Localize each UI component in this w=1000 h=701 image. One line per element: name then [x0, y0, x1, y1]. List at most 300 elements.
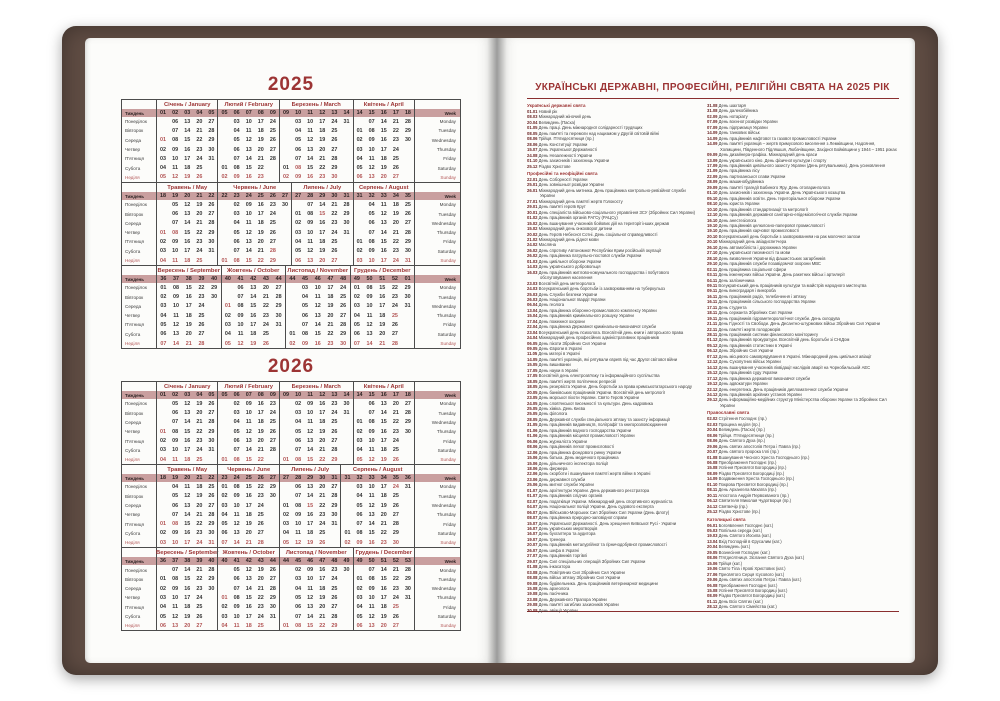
- holiday-date: 25.06: [527, 482, 538, 488]
- holiday-text: День податківця України. Міжнародний день спортивного журналіста: [537, 498, 673, 504]
- day-cell: 27: [196, 622, 203, 629]
- week-number: 13: [331, 110, 338, 116]
- holiday-text: День працівників нафтової та газової промисловості України: [717, 135, 837, 141]
- day-cell: 31: [208, 539, 215, 546]
- day-cell: [157, 399, 169, 408]
- day-row: [354, 455, 414, 464]
- week-label-en: Week: [415, 109, 460, 117]
- day-cell: 28: [269, 585, 276, 592]
- day-row: [157, 237, 217, 246]
- holiday-text: День вишиванки: [537, 362, 571, 368]
- day-cell: [340, 593, 352, 602]
- day-cell: 15: [245, 483, 252, 490]
- day-cell: 12: [368, 165, 375, 172]
- day-cell: 24: [196, 539, 203, 546]
- holiday-date: 03.08: [527, 569, 538, 575]
- day-row: [354, 219, 414, 228]
- day-label-uk: Середа: [125, 220, 142, 226]
- day-cell: 19: [196, 400, 203, 407]
- day-cell: 14: [307, 155, 314, 162]
- holiday-date: 09.09: [707, 152, 718, 158]
- day-row: [354, 612, 414, 621]
- holiday-date: 22.11: [707, 326, 718, 332]
- month-2026-12: [353, 548, 414, 630]
- day-cell: 05: [356, 613, 363, 620]
- day-row: [280, 584, 353, 593]
- holiday-text: День визволення України від фашистських загарбників: [717, 255, 826, 261]
- holiday-text: День пам'яті українців – жертв примусового виселення з Лемківщини, Надсяння, Холмщини, Південного Підляшшя, Любачівщини, Західної Бойківщини у 1944 – 1951 роках: [717, 141, 897, 152]
- week-numbers-row: [292, 192, 352, 200]
- holiday-text: День українського кіно. День фізичної культури і спорту: [717, 157, 827, 163]
- holiday-date: 20.05: [527, 389, 538, 395]
- day-label-uk: Понеділок: [125, 484, 147, 490]
- holiday-text: День працівників служби позавідомчої охорони МВС: [717, 261, 821, 267]
- day-cell: 12: [368, 613, 375, 620]
- day-cell: 05: [356, 165, 363, 172]
- day-label-uk: Четвер: [125, 313, 141, 319]
- holiday-text: День працівників легкої промисловості: [537, 444, 615, 450]
- day-cell: [280, 446, 292, 455]
- day-cell: [402, 163, 414, 172]
- day-cell: 09: [356, 539, 363, 546]
- day-cell: 15: [245, 257, 252, 264]
- month-2025-2: [217, 100, 278, 182]
- holiday-text: День працівників прокуратури. Всесвітній день боротьби зі СНІДом: [717, 337, 850, 343]
- day-cell: 13: [307, 146, 314, 153]
- holiday-date: 19.10: [707, 222, 718, 228]
- day-cell: 10: [368, 594, 375, 601]
- day-cell: 13: [173, 331, 180, 338]
- day-cell: 20: [319, 438, 326, 445]
- day-cell: [267, 621, 279, 630]
- day-row: [157, 584, 217, 593]
- day-cell: 13: [307, 604, 314, 611]
- day-cell: 05: [233, 567, 240, 574]
- day-cell: 10: [245, 410, 252, 417]
- holiday-date: 05.12: [707, 342, 718, 348]
- day-cell: 11: [307, 127, 314, 134]
- holiday-text: День Конституції України: [537, 141, 588, 147]
- holiday-date: 15.08: [707, 465, 718, 471]
- day-cell: 02: [160, 238, 167, 245]
- month-2026-3: [279, 382, 353, 464]
- holiday-text: День Державного Прапора України: [537, 596, 607, 602]
- month-name: Березень / March: [291, 101, 341, 108]
- holiday-text: Воздвиження Хреста Господнього (пр.): [717, 476, 795, 482]
- holiday-date: 29.08: [527, 602, 538, 608]
- day-cell: 25: [269, 419, 276, 426]
- holiday-text: День пасічника: [537, 591, 569, 597]
- holiday-date: 02.11: [707, 266, 718, 272]
- day-cell: [280, 612, 292, 621]
- holiday-text: День шахтаря: [717, 103, 746, 108]
- day-cell: 28: [208, 511, 215, 518]
- day-cell: 09: [368, 428, 375, 435]
- holiday-text: День працівників державної санітарно-епідеміологічної служби України: [717, 212, 858, 218]
- day-cell: 16: [257, 201, 264, 208]
- day-label-en: Sunday: [440, 540, 456, 546]
- day-row: [218, 247, 291, 256]
- day-cell: 15: [307, 622, 314, 629]
- day-cell: 13: [184, 118, 191, 125]
- day-label-en: Monday: [439, 202, 456, 208]
- day-row: [157, 593, 217, 602]
- day-cell: 18: [380, 155, 387, 162]
- holiday-text: День вшанування учасників бойових дій на території інших держав: [537, 220, 670, 226]
- holiday-text: День державної служби: [537, 476, 586, 482]
- day-cell: 05: [282, 539, 289, 546]
- day-cell: 09: [237, 312, 244, 319]
- holiday-text: День будівельника. День працівників ветеринарної медицини: [537, 580, 658, 586]
- day-row: [218, 612, 278, 621]
- day-row: [218, 584, 278, 593]
- holiday-date: 15.07: [527, 147, 538, 153]
- day-cell: 29: [343, 211, 350, 218]
- holiday-text: День митної служби України: [537, 482, 594, 488]
- day-cell: 27: [208, 502, 215, 509]
- holiday-text: День Архангела Михаїла (пр.): [717, 487, 777, 493]
- day-cell: 23: [391, 294, 398, 301]
- day-cell: 03: [353, 303, 360, 310]
- week-number: 48: [331, 558, 338, 565]
- day-row: [157, 330, 221, 339]
- holiday-text: День нотаріату: [717, 113, 748, 119]
- day-cell: [401, 330, 414, 339]
- day-label-en: Tuesday: [438, 211, 456, 217]
- day-cell: 17: [245, 502, 252, 509]
- day-row: [280, 455, 353, 464]
- day-cell: 23: [257, 493, 264, 500]
- holiday-date: 29.07: [527, 558, 538, 564]
- day-cell: 09: [368, 248, 375, 255]
- day-cell: 30: [208, 438, 215, 445]
- day-cell: [354, 565, 366, 574]
- day-cell: 23: [257, 174, 264, 181]
- day-cell: 28: [391, 340, 398, 347]
- holiday-text: День партизанської слави України: [717, 173, 786, 179]
- holiday-date: 20.04: [707, 544, 718, 550]
- holiday-date: 01.12: [707, 337, 718, 343]
- holiday-date: 07.09: [707, 119, 718, 125]
- holiday-date: 25.12: [707, 509, 718, 515]
- day-cell: 08: [302, 331, 309, 338]
- holiday-section-header: Католицькі свята: [707, 516, 746, 522]
- day-label-uk: Неділя: [125, 341, 140, 347]
- day-row: [218, 621, 278, 630]
- day-cell: 18: [250, 331, 257, 338]
- day-cell: 05: [295, 137, 302, 144]
- day-cell: [157, 219, 169, 228]
- holiday-date: 07.12: [707, 353, 718, 359]
- holiday-text: День працівників водного господарства України: [537, 427, 632, 433]
- day-cell: 04: [160, 165, 167, 172]
- week-numbers-row: [354, 391, 414, 399]
- day-label-en: Friday: [443, 156, 456, 162]
- day-cell: [340, 612, 352, 621]
- day-label-uk: Вівторок: [125, 294, 144, 300]
- holiday-date: 15.12: [707, 370, 718, 376]
- calendar-quarter-band: [122, 266, 460, 349]
- year-2026-block: [121, 356, 461, 631]
- day-row: [157, 482, 217, 491]
- day-row: [280, 117, 353, 126]
- day-cell: 10: [237, 321, 244, 328]
- day-cell: 20: [196, 502, 203, 509]
- day-cell: 25: [208, 483, 215, 490]
- day-cell: 24: [196, 155, 203, 162]
- calendar-2025: [121, 99, 461, 349]
- year-2026-title: 2026: [267, 356, 315, 378]
- week-numbers-row: [218, 192, 291, 200]
- day-label-uk: П'ятниця: [125, 604, 144, 610]
- day-label-en: Monday: [439, 567, 456, 573]
- day-cell: [208, 311, 221, 320]
- day-label-en: Saturday: [437, 530, 456, 536]
- day-cell: 17: [184, 594, 191, 601]
- holiday-date: 03.11: [707, 272, 718, 278]
- day-label-en: Wednesday: [431, 586, 456, 592]
- day-label-en: Thursday: [436, 429, 456, 435]
- week-number: 34: [392, 193, 399, 200]
- week-number: 05: [221, 110, 228, 116]
- holiday-text: День танкових військ: [717, 130, 760, 136]
- day-row: [354, 228, 414, 237]
- day-cell: [218, 575, 230, 584]
- holiday-date: 28.10: [707, 255, 718, 261]
- day-cell: 20: [319, 604, 326, 611]
- day-row: [354, 427, 414, 436]
- day-row: [354, 145, 414, 154]
- week-label-uk: Тиждень: [122, 275, 156, 283]
- day-cell: [340, 446, 352, 455]
- day-cell: 02: [221, 174, 228, 181]
- day-cell: 18: [392, 201, 399, 208]
- day-cell: 08: [233, 483, 240, 490]
- holiday-text: День цивільної оборони України: [537, 258, 602, 264]
- day-cell: 04: [295, 127, 302, 134]
- year-2025-block: [121, 74, 461, 349]
- day-cell: 07: [356, 521, 363, 528]
- day-cell: [341, 510, 353, 519]
- day-cell: 24: [198, 303, 205, 310]
- day-cell: 19: [185, 321, 192, 328]
- week-label-en: Week: [415, 557, 460, 565]
- day-cell: [280, 154, 292, 163]
- day-row: [341, 510, 414, 519]
- holiday-date: 12.12: [707, 359, 718, 365]
- day-cell: 11: [245, 419, 252, 426]
- holiday-date: 26.02: [527, 253, 538, 259]
- day-cell: 19: [319, 594, 326, 601]
- day-cell: 28: [404, 229, 411, 236]
- day-cell: [280, 593, 292, 602]
- day-cell: 23: [198, 294, 205, 301]
- day-cell: 01: [221, 257, 228, 264]
- day-cell: [157, 501, 169, 510]
- day-row: [157, 311, 221, 320]
- day-row: [218, 565, 278, 574]
- day-cell: 30: [269, 604, 276, 611]
- day-cell: 16: [380, 248, 387, 255]
- month-2025-8: [353, 183, 414, 265]
- day-cell: 11: [368, 493, 375, 500]
- day-cell: 16: [319, 220, 326, 227]
- holiday-date: 24.08: [527, 152, 538, 158]
- holiday-text: День Повітряних Сил Збройних Сил України: [537, 569, 625, 575]
- day-cell: 06: [172, 502, 179, 509]
- day-cell: [340, 247, 352, 256]
- day-cell: 23: [196, 438, 203, 445]
- day-cell: 13: [172, 622, 179, 629]
- day-cell: [218, 446, 230, 455]
- week-number: 44: [282, 558, 289, 565]
- holiday-date: 06.06: [527, 438, 538, 444]
- holiday-date: 02.02: [707, 416, 718, 422]
- holiday-text: День науки в Україні: [537, 367, 579, 373]
- day-cell: 10: [233, 613, 240, 620]
- day-cell: 28: [404, 567, 411, 574]
- holiday-date: 23.05: [527, 395, 538, 401]
- day-row: [292, 219, 352, 228]
- day-row: [157, 320, 221, 329]
- day-row: [354, 247, 414, 256]
- holiday-text: День інженерних військ України. День ракетних військ і артилерії: [717, 272, 845, 278]
- day-cell: 30: [404, 294, 411, 301]
- week-numbers-row: [354, 109, 414, 117]
- day-cell: 06: [295, 146, 302, 153]
- day-cell: 01: [224, 303, 231, 310]
- day-cell: 12: [245, 229, 252, 236]
- day-cell: 31: [343, 229, 350, 236]
- week-label-en: Week: [415, 391, 460, 399]
- day-row: [351, 339, 415, 348]
- day-cell: 07: [233, 248, 240, 255]
- day-cell: 17: [380, 146, 387, 153]
- day-cell: 17: [319, 410, 326, 417]
- day-cell: 02: [356, 428, 363, 435]
- day-cell: 05: [233, 229, 240, 236]
- holiday-text: День працівників суду України: [717, 370, 778, 376]
- day-cell: 04: [356, 155, 363, 162]
- week-number: 43: [262, 276, 269, 283]
- holiday-item: [707, 141, 898, 152]
- holiday-date: 26.07: [527, 547, 538, 553]
- holiday-date: 07.09: [707, 124, 718, 130]
- day-row: [222, 339, 286, 348]
- day-cell: 31: [404, 483, 411, 490]
- day-cell: [402, 501, 414, 510]
- day-cell: 03: [233, 118, 240, 125]
- holiday-date: 31.08: [707, 108, 718, 114]
- day-cell: 07: [172, 419, 179, 426]
- day-cell: [280, 603, 292, 612]
- day-cell: 14: [245, 447, 252, 454]
- day-cell: [340, 145, 352, 154]
- month-2026-9: [156, 548, 217, 630]
- day-cell: 28: [340, 321, 347, 328]
- holiday-text: День працівника патрульно-постової служби України: [537, 253, 642, 259]
- day-cell: 09: [307, 400, 314, 407]
- day-cell: 13: [380, 400, 387, 407]
- week-number: 37: [172, 558, 179, 565]
- day-cell: 28: [331, 447, 338, 454]
- day-row: [354, 173, 414, 182]
- day-cell: [341, 482, 353, 491]
- day-cell: 17: [250, 321, 257, 328]
- day-row: [354, 154, 414, 163]
- calendar-quarter-band: [122, 465, 460, 548]
- holiday-text: День працівників органів РАГСу (РАЦСу): [537, 215, 618, 221]
- day-row: [157, 339, 221, 348]
- holiday-text: День архітектури України. День державного реєстратора: [537, 487, 650, 493]
- week-number: 24: [233, 475, 240, 482]
- week-number: 12: [319, 110, 326, 116]
- day-cell: 03: [160, 303, 167, 310]
- day-cell: 12: [307, 137, 314, 144]
- day-cell: 04: [295, 585, 302, 592]
- week-numbers-row: [218, 474, 278, 482]
- day-row: [218, 256, 291, 265]
- day-cell: 24: [392, 594, 399, 601]
- day-cell: 07: [368, 118, 375, 125]
- day-label-uk: Вівторок: [125, 493, 144, 499]
- holiday-text: Покрова Пресвятої Богородиці (пр.): [717, 481, 789, 487]
- day-row: [218, 455, 278, 464]
- day-cell: 03: [356, 257, 363, 264]
- day-cell: [157, 409, 169, 418]
- day-label-en: Saturday: [437, 331, 456, 337]
- day-cell: [218, 228, 230, 237]
- day-row: [280, 436, 353, 445]
- day-cell: [218, 154, 230, 163]
- day-cell: [280, 418, 292, 427]
- week-number: 11: [307, 392, 314, 399]
- day-cell: 19: [257, 567, 264, 574]
- day-row: [157, 565, 217, 574]
- day-cell: [354, 117, 366, 126]
- day-row: [280, 538, 340, 547]
- day-cell: 27: [340, 312, 347, 319]
- holiday-date: 28.06: [527, 141, 538, 147]
- day-cell: [402, 612, 414, 621]
- holiday-text: День морської піхоти України. Свято Героїв України: [537, 395, 639, 401]
- holiday-text: День працівників металургійної та гірничодобувної промисловості: [537, 542, 667, 548]
- day-cell: 14: [245, 155, 252, 162]
- holiday-text: Пресвятого Серця Ісусового (кат.): [717, 571, 785, 577]
- day-label-uk: Понеділок: [125, 401, 147, 407]
- day-cell: [402, 529, 414, 538]
- day-cell: 14: [184, 567, 191, 574]
- day-cell: 18: [327, 294, 334, 301]
- day-cell: [267, 173, 279, 182]
- month-name: Січень / January: [163, 383, 211, 390]
- day-cell: 05: [160, 174, 167, 181]
- day-row: [280, 446, 353, 455]
- day-cell: 10: [368, 483, 375, 490]
- day-row: [351, 330, 415, 339]
- holiday-text: Святвечір (пр.): [717, 503, 748, 509]
- week-number: 44: [269, 558, 276, 565]
- holidays-title: УКРАЇНСЬКІ ДЕРЖАВНІ, ПРОФЕСІЙНІ, РЕЛІГІЙНІ СВЯТА НА 2025 РІК: [535, 82, 890, 93]
- day-cell: 22: [319, 456, 326, 463]
- day-label-uk: Неділя: [125, 623, 140, 629]
- day-cell: [402, 510, 414, 519]
- day-cell: 12: [368, 502, 375, 509]
- day-cell: 14: [245, 248, 252, 255]
- holiday-date: 29.06: [707, 577, 718, 583]
- day-cell: 17: [379, 303, 386, 310]
- week-number: 49: [343, 558, 350, 565]
